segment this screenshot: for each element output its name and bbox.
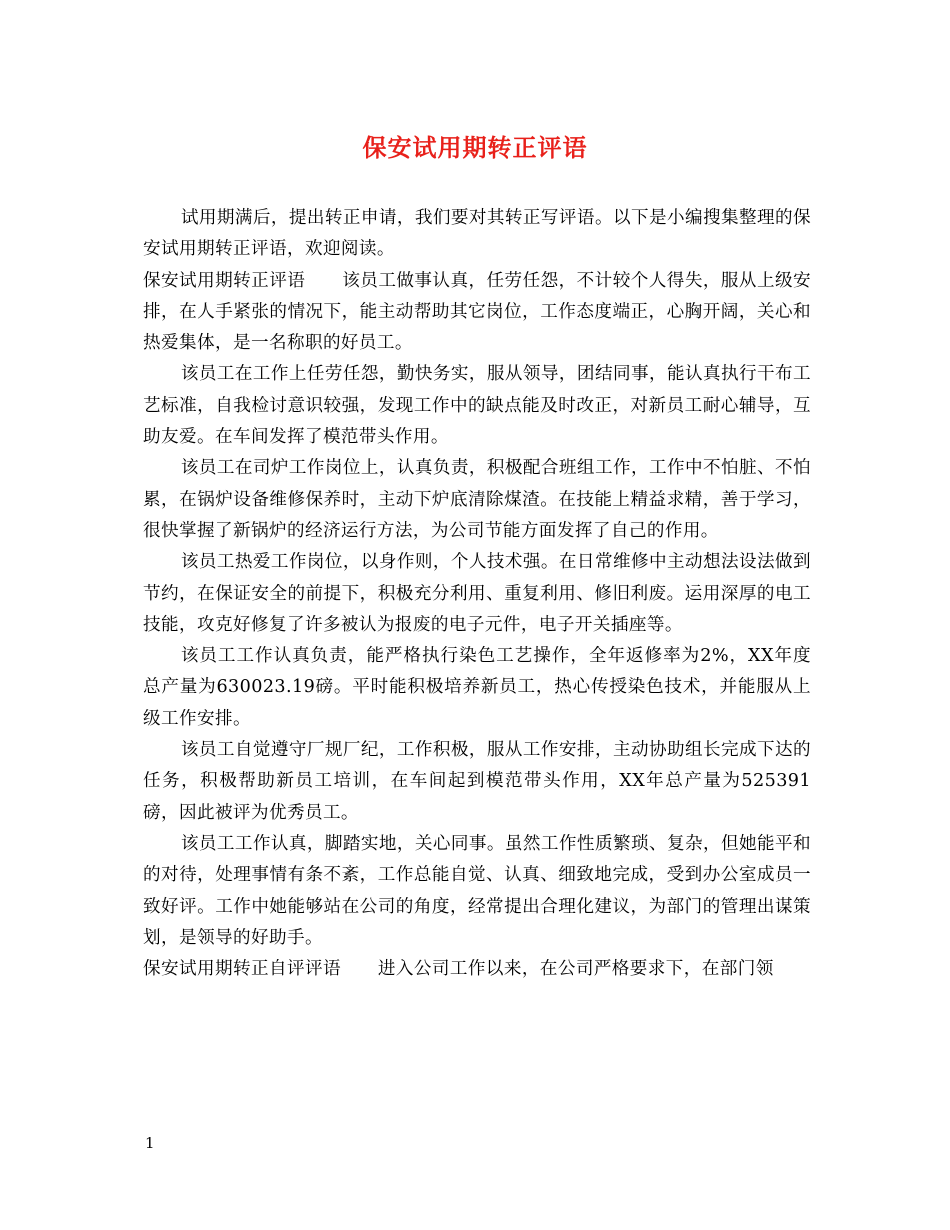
body-paragraph-3: 该员工在司炉工作岗位上，认真负责，积极配合班组工作，工作中不怕脏、不怕累，在锅炉设备维修保养时，主动下炉底清除煤渣。在技能上精益求精，善于学习，很快掌握了新锅炉的经济运行方法，为公司节能方面发挥了自己的作用。 (143, 458, 811, 541)
page-title: 保安试用期转正评语 (362, 133, 588, 162)
document-body (143, 203, 811, 985)
body-paragraph-6: 该员工自觉遵守厂规厂纪，工作积极，服从工作安排，主动协助组长完成下达的任务，积极帮助新员工培训，在车间起到模范带头作用，XX年总产量为525391磅，因此被评为优秀员工。 (143, 740, 811, 823)
section-text-2: 进入公司工作以来，在公司严格要求下，在部门领 (377, 959, 774, 980)
section-text-1: 该员工做事认真，任劳任怨，不计较个人得失，服从上级安排，在人手紧张的情况下，能主动帮助其它岗位，工作态度端正，心胸开阔，关心和热爱集体，是一名称职的好员工。 (143, 270, 812, 354)
body-paragraph-2: 该员工在工作上任劳任怨，勤快务实，服从领导，团结同事，能认真执行干布工艺标准，自我检讨意识较强，发现工作中的缺点能及时改正，对新员工耐心辅导，互助友爱。在车间发挥了模范带头作用。 (143, 364, 811, 448)
section-paragraph-1 (143, 266, 811, 360)
intro-paragraph: 试用期满后，提出转正申请，我们要对其转正写评语。以下是小编搜集整理的保安试用期转正评语，欢迎阅读。 (143, 208, 811, 260)
body-paragraph-7: 该员工工作认真，脚踏实地，关心同事。虽然工作性质繁琐、复杂，但她能平和的对待，处理事情有条不紊，工作总能自觉、认真、细致地完成，受到办公室成员一致好评。工作中她能够站在公司的角度，经常提出合理化建议，为部门的管理出谋策划，是领导的好助手。 (143, 833, 811, 948)
body-paragraph-4: 该员工热爱工作岗位，以身作则，个人技术强。在日常维修中主动想法设法做到节约，在保证安全的前提下，积极充分利用、重复利用、修旧利废。运用深厚的电工技能，攻克好修复了许多被认为报废的电子元件，电子开关插座等。 (143, 552, 811, 635)
page-number: 1 (145, 1134, 155, 1152)
section-heading-1: 保安试用期转正评语 (143, 270, 306, 291)
section-heading-2: 保安试用期转正自评评语 (143, 959, 341, 980)
section-paragraph-2 (143, 954, 811, 985)
body-paragraph-5: 该员工工作认真负责，能严格执行染色工艺操作，全年返修率为2%，XX年度总产量为630023.19磅。平时能积极培养新员工，热心传授染色技术，并能服从上级工作安排。 (143, 646, 811, 729)
